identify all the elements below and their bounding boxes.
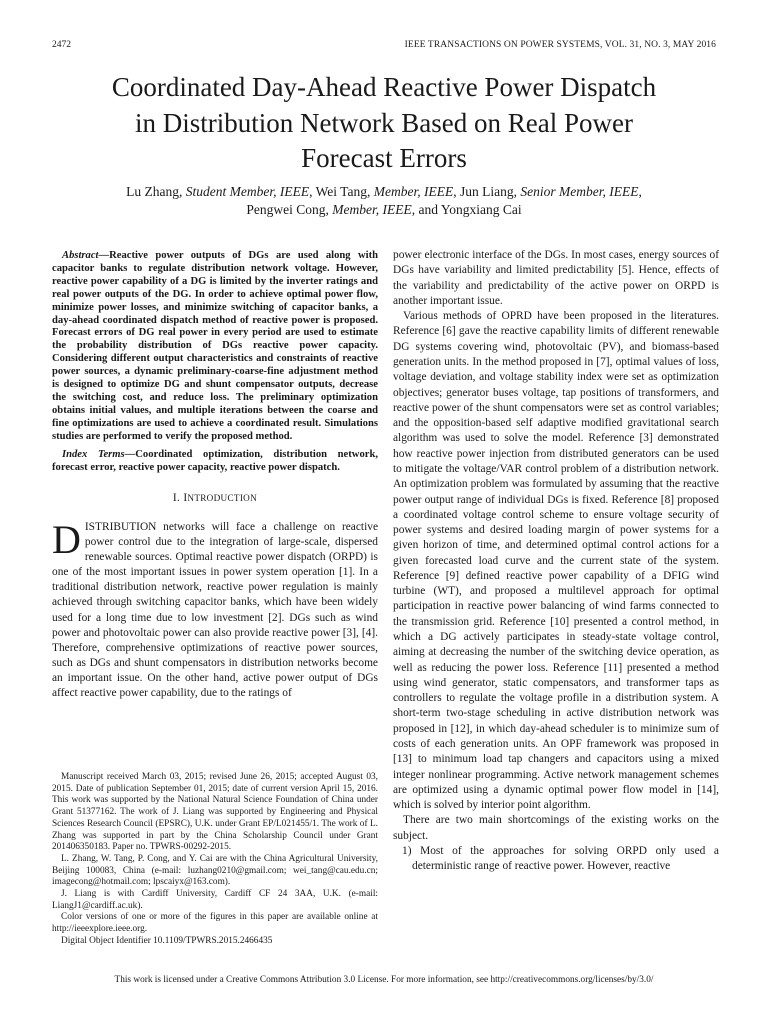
index-terms (52, 449, 378, 475)
footnote-color-versions: Color versions of one or more of the figures in this paper are available online at http://ieeexplore.ieee.org. (52, 912, 378, 935)
title-line-1: Coordinated Day-Ahead Reactive Power Dispatch (111, 72, 657, 102)
author-name: , and Yongxiang Cai (411, 201, 522, 217)
intro-text: networks will face a challenge on reactive power control due to the integration of large-scale, dispersed renewable sources. Optimal reactive power dispatch (ORPD) is one of the most important issues in power system operation [1]. In a traditional distribution network, reactive power regulation is mainly achieved through switching capacitor banks, which have been widely used for a long time due to low investment [2]. DGs such as wind power and photovoltaic power can also provide reactive power [3], [4]. Therefore, comprehensive optimizations of reactive power sources, such as DGs and shunt compensators in distribution networks become an important issue. On the other hand, active power output of DGs affect reactive power capability, due to the ratings of (52, 520, 378, 700)
body-paragraph-continued: power electronic interface of the DGs. In most cases, energy sources of DGs have variability and limited predictability [5]. Hence, effects of the variability and predictability of the active power on ORPD is another important issue. (393, 249, 719, 307)
footnotes (52, 772, 378, 948)
left-column (52, 250, 378, 701)
right-column (393, 248, 719, 875)
author-line-1 (40, 183, 728, 201)
section-numeral: I. (172, 492, 184, 505)
list-item-1: 1) Most of the approaches for solving ORPD only used a deterministic range of reactive power. However, reactive (402, 844, 719, 873)
index-terms-label: Index Terms (62, 448, 125, 460)
body-paragraph-methods: Various methods of OPRD have been proposed in the literatures. Reference [6] gave the reactive capability limits of different renewable DG systems covering wind, photovoltaic (PV), and biomass-based generation units. In the method proposed in [7], optimal values of loss, voltage deviation, and voltage stability index were set as optimization objectives; generator buses voltage, tap positions of transformers, and reactive power of the shunt compensators were set as control variables; and the opposition-based self adaptive modified gravitational search algorithm was used to solve the model. Reference [3] demonstrated how reactive power injection from distributed generators can be used to mitigate the voltage/VAR control problem of a distribution network. An optimization problem was formulated by assuming that the reactive power output range of individual DGs is fixed. Reference [8] proposed a coordinated voltage control scheme to ensure voltage security of power systems and desired loading margin of power systems for a given horizon of time, and determined optimal control actions for a given forecasted load curve and the current state of the system. Reference [9] defined reactive power capability of a DFIG wind turbine (WT), and proposed a multilevel approach for optimal participation in reactive power balancing of wind farms connected to the transmission grid. Reference [10] presented a control method, in which a DG actively participates in steady-state voltage control, aiming at decreasing the number of the switching device operation, as well as reducing the power loss. Reference [11] presented a method using wind generator, static compensators, and transformer taps as controllers to regulate the voltage profile in a distribution system. A short-term two-stage scheduling in active distribution network was proposed in [12], in which day-ahead scheduler is to minimize sum of costs of each generation units. An OPF framework was proposed in [13] to minimum load tap changers and capacitors using a mixed integer nonlinear programming. Active network management schemes are optimized using a dynamic optimal power flow model in [14], which is solved by interior point algorithm. (393, 310, 719, 812)
author-list (40, 183, 728, 218)
author-name: Lu Zhang, (126, 184, 186, 199)
section-title-rest: NTRODUCTION (187, 493, 258, 504)
abstract (52, 250, 378, 444)
author-line-2 (40, 201, 728, 219)
author-name: , Jun Liang, (453, 184, 521, 199)
author-name: Pengwei Cong, (246, 201, 333, 217)
author-role: Member, IEEE (373, 184, 454, 199)
title-line-2: in Distribution Network Based on Real Power (135, 107, 633, 138)
drop-cap: D (52, 516, 81, 562)
author-name: , Wei Tang, (309, 184, 374, 199)
page-number: 2472 (52, 40, 71, 50)
footnote-manuscript: Manuscript received March 03, 2015; revised June 26, 2015; accepted August 03, 2015. Date of publication September 01, 2015; date of current version April 15, 2016. This work was supported by the National Natural Science Foundation of China under Grant 51377162. The work of J. Liang was supported by Engineering and Physical Sciences Research Council (EPSRC), U.K. under Grant EP/L021455/1. The work of L. Zhang was supported in part by the China Scholarship Council under Grant 201406350183. Paper no. TPWRS-00292-2015. (52, 772, 378, 853)
author-role: Senior Member, IEEE (520, 184, 639, 199)
author-role: Student Member, IEEE (185, 184, 310, 199)
intro-paragraph-1 (52, 516, 378, 702)
license-notice: This work is licensed under a Creative Commons Attribution 3.0 License. For more information, see http://creativecommons.org/licenses/by/3.0/ (114, 975, 654, 985)
author-sep: , (638, 184, 642, 199)
section-heading-introduction (52, 491, 378, 506)
abstract-label: Abstract (62, 250, 99, 261)
index-terms-text: —Coordinated optimization, distribution network, forecast error, reactive power capacity, reactive power dispatch. (52, 448, 378, 473)
title-line-3: Forecast Errors (301, 143, 467, 173)
section-title-initial: I (183, 492, 188, 505)
author-role: Member, IEEE (332, 201, 412, 217)
intro-first-word: ISTRIBUTION (84, 520, 157, 533)
footnote-affiliation-cau: L. Zhang, W. Tang, P. Cong, and Y. Cai are with the China Agricultural University, Beijing 100083, China (e-mail: luzhang0210@gmail.com; wei_tang@cau.edu.cn; imagecong@hotmail.com; lpscaiyx@163.com). (52, 853, 378, 888)
page-header (52, 40, 716, 54)
footnote-doi: Digital Object Identifier 10.1109/TPWRS.2015.2466435 (61, 935, 273, 946)
footnote-affiliation-cardiff: J. Liang is with Cardiff University, Cardiff CF 24 3AA, U.K. (e-mail: LiangJ1@cardiff.ac.uk). (52, 889, 378, 911)
paper-title (40, 70, 728, 177)
abstract-text: —Reactive power outputs of DGs are used along with capacitor banks to regulate distribution network voltage. However, reactive power capability of a DG is limited by the inverter ratings and real power outputs of the DG. In order to achieve optimal power flow, minimize power losses, and minimize switching of capacitor banks, a day-ahead coordinated dispatch method of reactive power is proposed. Forecast errors of DG real power in every period are used to estimate the probability distribution of DGs reactive power capacity. Considering different output characteristics and constraints of reactive power sources, a dynamic preliminary-coarse-fine adjustment method is designed to optimize DG and shunt compensator outputs, decrease the switching cost, and reduce loss. The preliminary optimization obtains initial values, and multiple iterations between the coarse and fine optimizations are used to achieve a coordinated result. Simulations studies are performed to verify the proposed method. (52, 250, 378, 442)
journal-running-head: IEEE TRANSACTIONS ON POWER SYSTEMS, VOL. 31, NO. 3, MAY 2016 (404, 40, 716, 50)
body-paragraph-shortcomings: There are two main shortcomings of the existing works on the subject. (393, 814, 719, 842)
